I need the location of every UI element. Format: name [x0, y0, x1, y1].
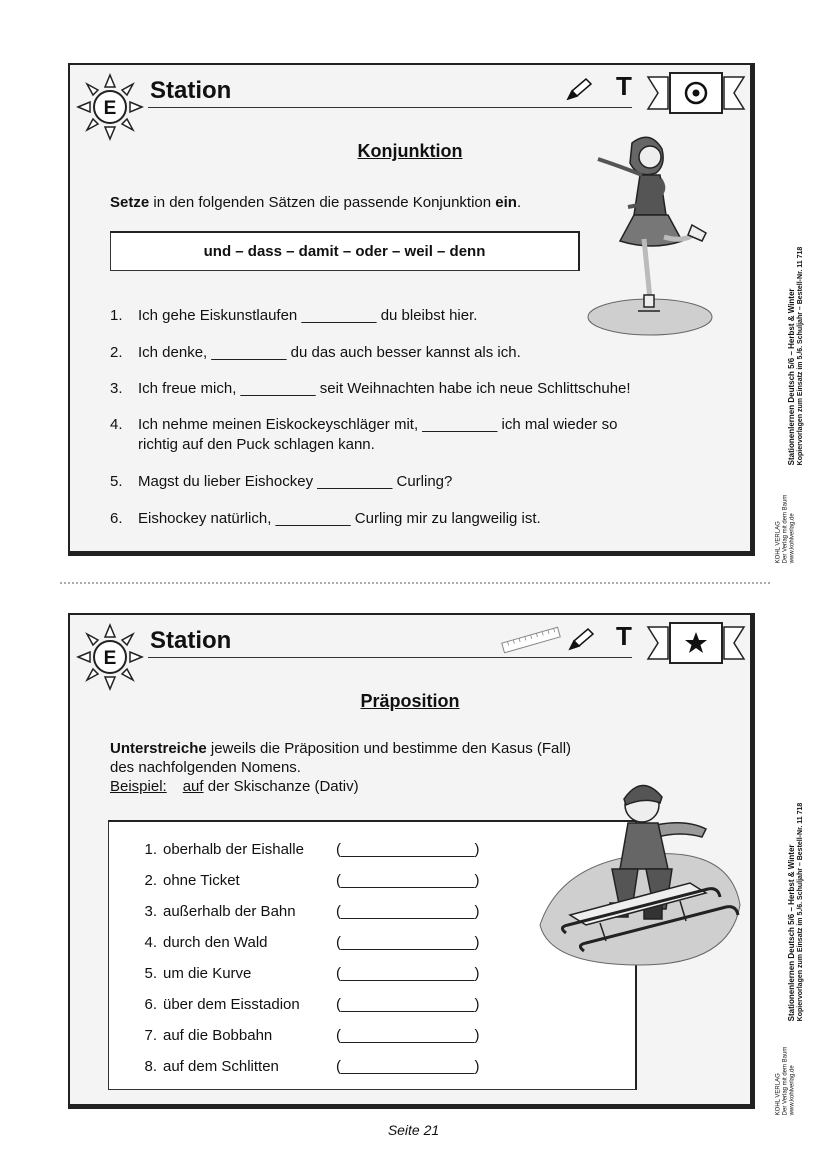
publisher-logo: KOHL VERLAG Der Verlag mit dem Baum www.kohlverlag.de [775, 1046, 796, 1116]
station-title: Station [150, 627, 232, 654]
difficulty-ribbon [646, 621, 746, 665]
list-item: 1. Ich gehe Eiskunstlaufen _________ du bleibst hier. [110, 307, 478, 324]
tool-letter-t: T [616, 71, 632, 101]
instruction-text: Unterstreiche jeweils die Präposition und bestimme den Kasus (Fall) des nachfolgenden Nomens. Beispiel: auf der Skischanze (Dativ) [110, 740, 572, 795]
station-card-praeposition [68, 613, 755, 1109]
tool-letter-t: T [616, 621, 632, 651]
svg-text:E: E [103, 98, 117, 119]
ice-skater-illustration [580, 127, 725, 342]
preposition-list-box: 1. oberhalb der Eishalle (________________) 2. ohne Ticket (________________) 3. außerhalb der Bahn (________________) 4. durch den Wald (________________) 5. um die Kurve (________________) 6. über dem Eisstadion (________________) 7. auf die Bobbahn (________________) 8. auf dem Schlitten (________________) [108, 820, 637, 1090]
pencil-icon [566, 627, 596, 653]
list-item: 6. Eishockey natürlich, _________ Curling mir zu langweilig ist. [110, 510, 541, 527]
instruction-text: Setze in den folgenden Sätzen die passende Konjunktion ein. [110, 194, 522, 211]
difficulty-ribbon [646, 71, 746, 115]
word-box: und – dass – damit – oder – weil – denn [110, 231, 580, 271]
sled-child-illustration [530, 775, 745, 985]
sidebar-publisher-text: Stationenlernen Deutsch 5/6 – Herbst & Winter Kopiervorlagen zum Einsatz im 5./6. Schuljahr – Bestell-Nr. 11 718 [787, 802, 804, 1022]
station-title: Station [150, 77, 232, 104]
sidebar-publisher-text: Stationenlernen Deutsch 5/6 – Herbst & Winter Kopiervorlagen zum Einsatz im 5./6. Schuljahr – Bestell-Nr. 11 718 [787, 246, 804, 466]
svg-text:E: E [103, 648, 117, 669]
circle-dot-icon [686, 83, 706, 103]
list-item: 5. Magst du lieber Eishockey _________ Curling? [110, 473, 453, 490]
list-item: 4. Ich nehme meinen Eiskockeyschläger mit, _________ ich mal wieder so richtig auf den Puck schlagen kann. [110, 416, 618, 453]
page-footer: Seite 21 [387, 1122, 440, 1138]
section-title: Präposition [360, 691, 460, 711]
sun-badge-icon [76, 623, 144, 691]
publisher-logo: KOHL VERLAG Der Verlag mit dem Baum www.kohlverlag.de [775, 494, 796, 564]
section-title: Konjunktion [357, 141, 463, 161]
pencil-icon [564, 77, 594, 103]
station-card-konjunktion [68, 63, 755, 556]
ruler-icon [500, 625, 562, 655]
list-item: 2. Ich denke, _________ du das auch besser kannst als ich. [110, 344, 521, 361]
list-item: 3. Ich freue mich, _________ seit Weihnachten habe ich neue Schlittschuhe! [110, 380, 631, 397]
sun-badge-icon [76, 73, 144, 141]
page-divider [60, 582, 770, 584]
